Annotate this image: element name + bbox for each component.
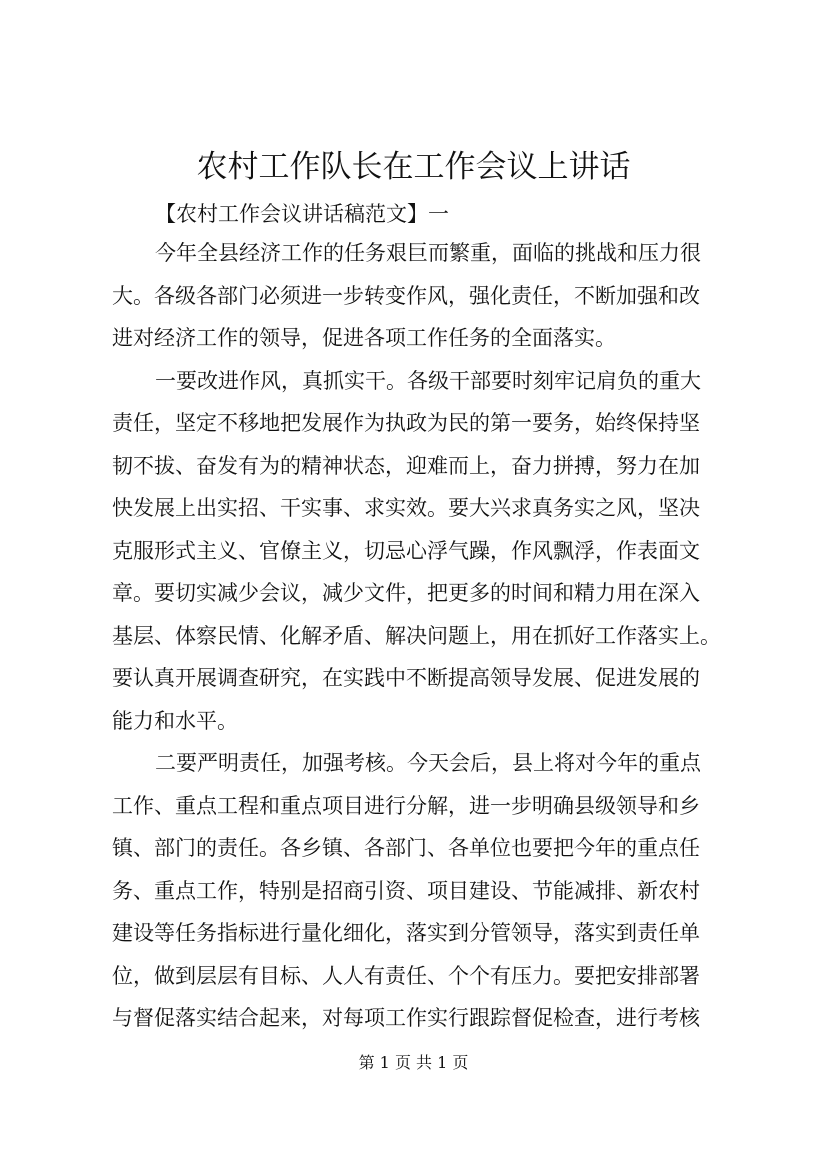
text-line: 章。要切实减少会议，减少文件，把更多的时间和精力用在深入 bbox=[112, 581, 700, 605]
text-line: 要认真开展调查研究，在实践中不断提高领导发展、促进发展的 bbox=[112, 666, 700, 690]
text-line: 责任，坚定不移地把发展作为执政为民的第一要务，始终保持坚 bbox=[112, 411, 700, 435]
text-line: 工作、重点工程和重点项目进行分解，进一步明确县级领导和乡 bbox=[112, 794, 700, 818]
document-title: 农村工作队长在工作会议上讲话 bbox=[196, 149, 631, 185]
text-line: 建设等任务指标进行量化细化，落实到分管领导，落实到责任单 bbox=[112, 921, 700, 945]
document-subtitle: 【农村工作会议讲话稿范文】一 bbox=[155, 202, 449, 226]
text-line: 基层、体察民情、化解矛盾、解决问题上，用在抓好工作落实上。 bbox=[112, 624, 721, 648]
text-line: 韧不拔、奋发有为的精神状态，迎难而上，奋力拼搏，努力在加 bbox=[112, 454, 700, 478]
text-line: 一要改进作风，真抓实干。各级干部要时刻牢记肩负的重大 bbox=[155, 369, 701, 393]
text-line: 镇、部门的责任。各乡镇、各部门、各单位也要把今年的重点任 bbox=[112, 836, 700, 860]
text-line: 位，做到层层有目标、人人有责任、个个有压力。要把安排部署 bbox=[112, 964, 700, 988]
page-footer: 第 1 页 共 1 页 bbox=[358, 1053, 469, 1072]
text-line: 大。各级各部门必须进一步转变作风，强化责任，不断加强和改 bbox=[112, 284, 700, 308]
text-line: 今年全县经济工作的任务艰巨而繁重，面临的挑战和压力很 bbox=[155, 241, 701, 265]
text-line: 快发展上出实招、干实事、求实效。要大兴求真务实之风，坚决 bbox=[112, 496, 700, 520]
text-line: 务、重点工作，特别是招商引资、项目建设、节能减排、新农村 bbox=[112, 879, 700, 903]
text-line: 二要严明责任，加强考核。今天会后，县上将对今年的重点 bbox=[155, 751, 701, 775]
text-line: 与督促落实结合起来，对每项工作实行跟踪督促检查，进行考核 bbox=[112, 1006, 700, 1030]
text-line: 克服形式主义、官僚主义，切忌心浮气躁，作风飘浮，作表面文 bbox=[112, 539, 700, 563]
text-line: 进对经济工作的领导，促进各项工作任务的全面落实。 bbox=[112, 326, 616, 350]
text-line: 能力和水平。 bbox=[112, 709, 238, 733]
